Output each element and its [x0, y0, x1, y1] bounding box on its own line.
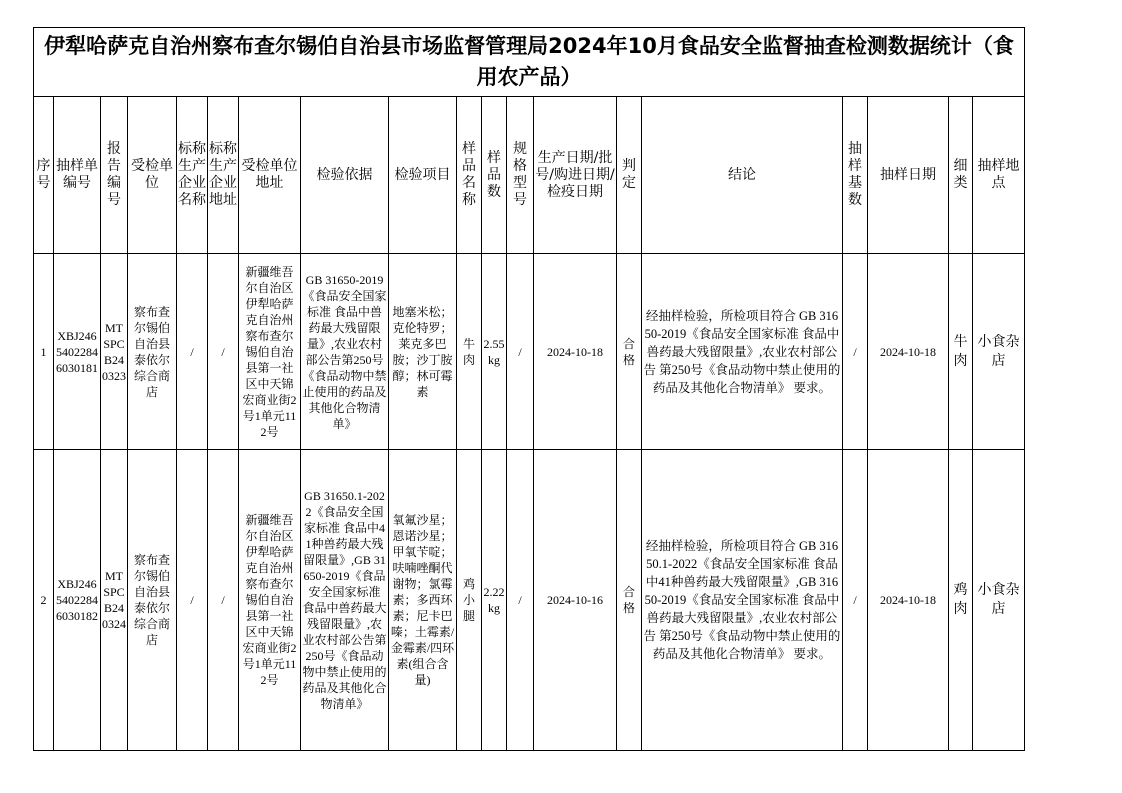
sample-number: XBJ24654022846030182 — [54, 450, 101, 751]
header-cell: 结论 — [642, 97, 843, 254]
header-cell: 序号 — [34, 97, 54, 254]
verdict: 合格 — [617, 450, 642, 751]
manufacturer-address: / — [208, 254, 239, 450]
sample-number: XBJ24654022846030181 — [54, 254, 101, 450]
conclusion: 经抽样检验，所检项目符合 GB 31650.1-2022《食品安全国家标准 食品中41种兽药最大残留限量》,GB 31650-2019《食品安全国家标准 食品中兽药最大残留限量》,农业农村部公告 第250号《食品动物中禁止使用的药品及其他化合物清单》 要求。 — [642, 450, 843, 751]
spec: / — [507, 450, 534, 751]
category: 鸡肉 — [949, 450, 973, 751]
row-number: 1 — [34, 254, 54, 450]
sampling-date: 2024-10-18 — [868, 450, 949, 751]
manufacturer-name: / — [177, 254, 208, 450]
header-cell: 受检单位 — [128, 97, 177, 254]
unit-address: 新疆维吾尔自治区伊犁哈萨克自治州察布查尔锡伯自治县第一社区中天锦宏商业街2号1单元112号 — [239, 254, 301, 450]
conclusion: 经抽样检验，所检项目符合 GB 31650-2019《食品安全国家标准 食品中兽药最大残留限量》,农业农村部公告 第250号《食品动物中禁止使用的药品及其他化合物清单》 要求。 — [642, 254, 843, 450]
header-cell: 抽样单编号 — [54, 97, 101, 254]
verdict: 合格 — [617, 254, 642, 450]
unit-address: 新疆维吾尔自治区伊犁哈萨克自治州察布查尔锡伯自治县第一社区中天锦宏商业街2号1单元112号 — [239, 450, 301, 751]
inspection-items: 氧氟沙星；恩诺沙星；甲氧苄啶；呋喃唑酮代谢物；氯霉素；多西环素；尼卡巴嗪；土霉素/金霉素/四环素(组合含量) — [389, 450, 457, 751]
header-cell: 抽样地点 — [973, 97, 1025, 254]
spec: / — [507, 254, 534, 450]
sampling-place: 小食杂店 — [973, 254, 1025, 450]
report-number: MTSPCB240324 — [101, 450, 128, 751]
header-cell: 报告编号 — [101, 97, 128, 254]
header-cell: 抽样基数 — [843, 97, 868, 254]
inspection-basis: GB 31650-2019《食品安全国家标准 食品中兽药最大残留限量》,农业农村部公告第250号《食品动物中禁止使用的药品及其他化合物清单》 — [301, 254, 389, 450]
header-cell: 细类 — [949, 97, 973, 254]
row-number: 2 — [34, 450, 54, 751]
sampling-base: / — [843, 450, 868, 751]
sample-quantity: 2.55kg — [482, 254, 507, 450]
inspected-unit: 察布查尔锡伯自治县泰依尔综合商店 — [128, 450, 177, 751]
header-cell: 受检单位地址 — [239, 97, 301, 254]
inspection-table — [33, 27, 1025, 751]
header-cell: 检验项目 — [389, 97, 457, 254]
header-cell: 样品数 — [482, 97, 507, 254]
inspection-items: 地塞米松；克伦特罗；莱克多巴胺；沙丁胺醇；林可霉素 — [389, 254, 457, 450]
header-cell: 抽样日期 — [868, 97, 949, 254]
category: 牛肉 — [949, 254, 973, 450]
report-number: MTSPCB240323 — [101, 254, 128, 450]
sampling-base: / — [843, 254, 868, 450]
production-date: 2024-10-18 — [534, 254, 617, 450]
sample-name: 鸡小腿 — [457, 450, 482, 751]
header-cell: 生产日期/批号/购进日期/检疫日期 — [534, 97, 617, 254]
header-cell: 检验依据 — [301, 97, 389, 254]
table-row — [34, 254, 1025, 450]
sampling-place: 小食杂店 — [973, 450, 1025, 751]
header-cell: 样品名称 — [457, 97, 482, 254]
header-cell: 判定 — [617, 97, 642, 254]
sample-name: 牛肉 — [457, 254, 482, 450]
sample-quantity: 2.22kg — [482, 450, 507, 751]
header-cell: 标称生产企业名称 — [177, 97, 208, 254]
manufacturer-name: / — [177, 450, 208, 751]
header-cell: 标称生产企业地址 — [208, 97, 239, 254]
manufacturer-address: / — [208, 450, 239, 751]
inspection-basis: GB 31650.1-2022《食品安全国家标准 食品中41种兽药最大残留限量》,GB 31650-2019《食品安全国家标准 食品中兽药最大残留限量》,农业农村部公告第250号《食品动物中禁止使用的药品及其他化合物清单》 — [301, 450, 389, 751]
table-row — [34, 450, 1025, 751]
page-title: 伊犁哈萨克自治州察布查尔锡伯自治县市场监督管理局2024年10月食品安全监督抽查检测数据统计（食用农产品） — [34, 28, 1025, 97]
sampling-date: 2024-10-18 — [868, 254, 949, 450]
inspected-unit: 察布查尔锡伯自治县泰依尔综合商店 — [128, 254, 177, 450]
header-row — [34, 97, 1025, 254]
header-cell: 规格型号 — [507, 97, 534, 254]
production-date: 2024-10-16 — [534, 450, 617, 751]
